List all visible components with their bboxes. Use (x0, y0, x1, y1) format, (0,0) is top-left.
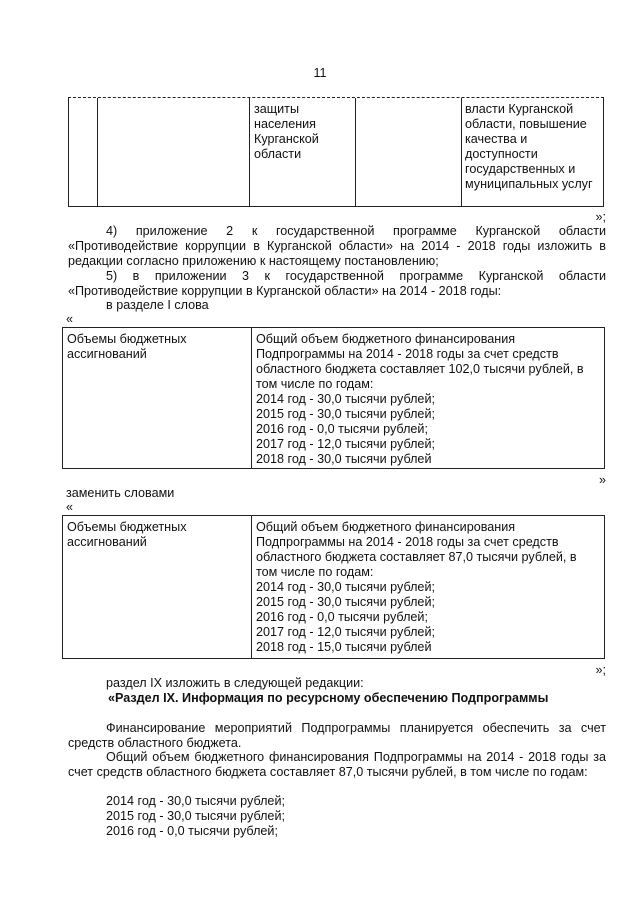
years-list: 2014 год - 30,0 тысячи рублей; 2015 год - 30,0 тысячи рублей; 2016 год - 0,0 тысячи рублей; (106, 794, 285, 838)
item-5: 5) в приложении 3 к государственной программе Курганской области «Противодействие коррупции в Курганской области» на 2014 - 2018 годы: (68, 269, 606, 298)
table-old (62, 327, 605, 469)
budget-text: Общий объем бюджетного финансирования Подпрограммы на 2014 - 2018 годы за счет средств областного бюджета составляет 102,0 тысячи рублей, в том числе по годам: 2014 год - 30,0 тысячи рублей; 2015 год - 30,0 тысячи рублей; 2016 год - 0,0 тысячи рублей; 2017 год - 12,0 тысячи рублей; 2018 год - 30,0 тысячи рублей (256, 332, 584, 466)
budget-text: Общий объем бюджетного финансирования Подпрограммы на 2014 - 2018 годы за счет средств областного бюджета составляет 87,0 тысячи рублей, в том числе по годам: 2014 год - 30,0 тысячи рублей; 2015 год - 30,0 тысячи рублей; 2016 год - 0,0 тысячи рублей; 2017 год - 12,0 тысячи рублей; 2018 год - 15,0 тысячи рублей (256, 520, 577, 654)
para-total: Общий объем бюджетного финансирования Подпрограммы на 2014 - 2018 годы за счет средств областного бюджета составляет 87,0 тысячи рублей, в том числе по годам: (68, 750, 606, 779)
table-new (62, 515, 605, 659)
item-4: 4) приложение 2 к государственной программе Курганской области «Противодействие коррупции в Курганской области» на 2014 - 2018 годы изложить в редакции согласно приложению к настоящему постановлению; (68, 224, 606, 268)
cell-authority: власти Курганской области, повышение качества и доступности государственных и муниципальных услуг (465, 102, 593, 191)
replace-words: заменить словами (66, 486, 175, 500)
label-budget: Объемы бюджетных ассигнований (67, 520, 187, 549)
para-financing: Финансирование мероприятий Подпрограммы планируется обеспечить за счет средств областного бюджета. (68, 721, 606, 750)
page-number: 11 (313, 66, 327, 80)
close-quote: »; (595, 210, 606, 224)
section9-heading: «Раздел IX. Информация по ресурсному обеспечению Подпрограммы (108, 691, 549, 705)
open-quote: « (66, 312, 74, 326)
close-quote: » (598, 473, 606, 487)
close-quote: »; (595, 663, 606, 677)
section1-words: в разделе I слова (106, 298, 209, 312)
open-quote: « (66, 500, 74, 514)
cell-protection: защиты населения Курганской области (254, 102, 319, 161)
label-budget: Объемы бюджетных ассигнований (67, 332, 187, 361)
section9-intro: раздел IX изложить в следующей редакции: (106, 676, 364, 690)
table-continuation (68, 97, 604, 207)
